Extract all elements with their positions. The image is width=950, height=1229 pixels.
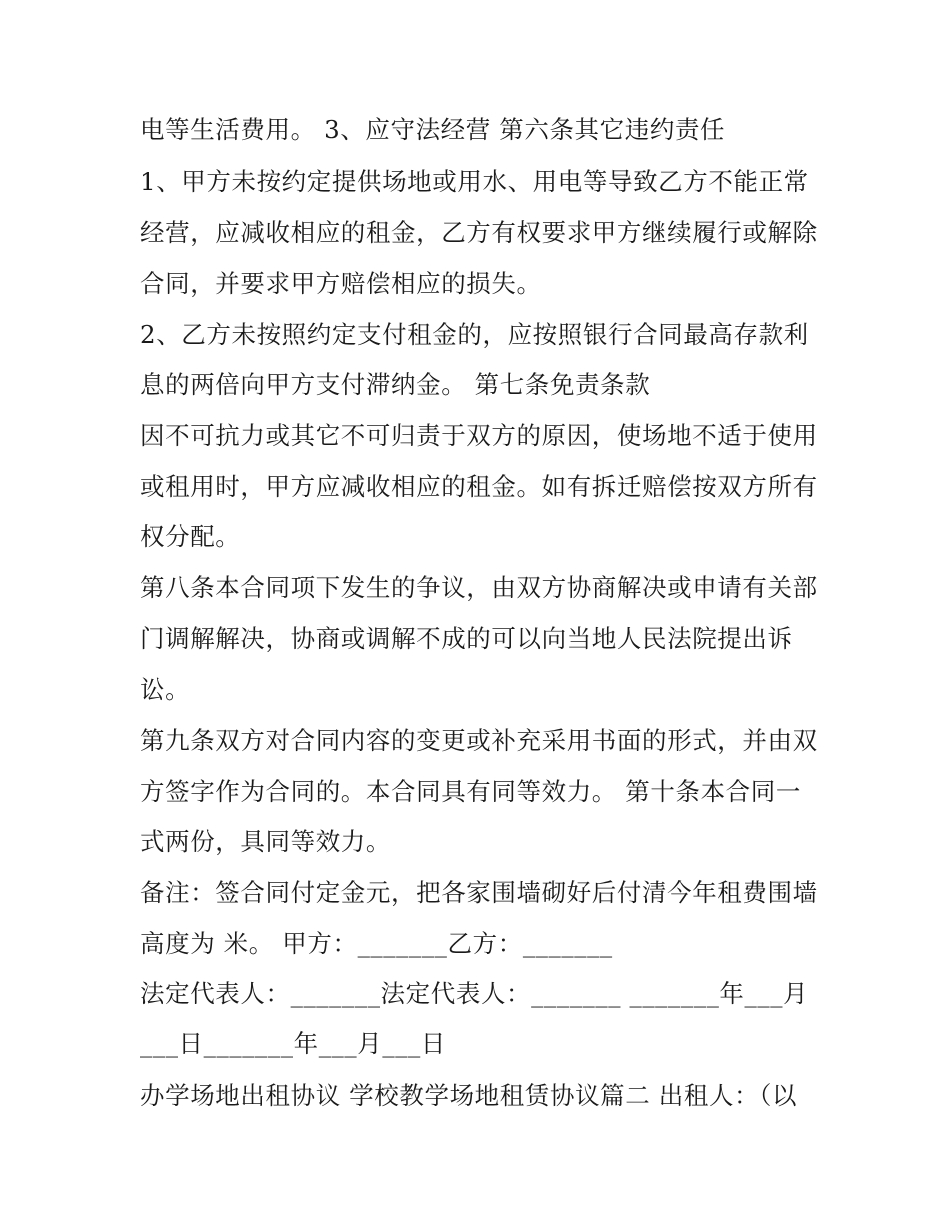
- text-line: 电等生活费用。 3、应守法经营 第六条其它违约责任: [140, 115, 726, 144]
- text-line: 高度为 米。 甲方：_______乙方：_______: [140, 929, 613, 958]
- text-line: 因不可抗力或其它不可归责于双方的原因，使场地不适于使用: [140, 421, 818, 450]
- text-line: 合同，并要求甲方赔偿相应的损失。: [140, 269, 542, 298]
- text-line: 备注：签合同付定金元，把各家围墙砌好后付清今年租费围墙: [140, 878, 818, 907]
- text-line: 息的两倍向甲方支付滞纳金。 第七条免责条款: [140, 370, 651, 399]
- text-line: 法定代表人：_______法定代表人：_______ _______年___月: [140, 979, 809, 1008]
- text-line: 式两份，具同等效力。: [140, 827, 391, 856]
- text-line: 第八条本合同项下发生的争议，由双方协商解决或申请有关部: [140, 573, 818, 602]
- text-line: 2、乙方未按照约定支付租金的，应按照银行合同最高存款利: [140, 320, 809, 349]
- text-line: 1、甲方未按约定提供场地或用水、用电等导致乙方不能正常: [140, 167, 809, 196]
- text-line: 第九条双方对合同内容的变更或补充采用书面的形式，并由双: [140, 726, 818, 755]
- text-line: 门调解解决，协商或调解不成的可以向当地人民法院提出诉: [140, 624, 793, 653]
- text-line: 权分配。: [140, 522, 241, 551]
- text-line: 或租用时，甲方应减收相应的租金。如有拆迁赔偿按双方所有: [140, 472, 818, 501]
- text-line: 办学场地出租协议 学校教学场地租赁协议篇二 出租人：（以: [140, 1081, 798, 1110]
- text-line: 方签字作为合同的。本合同具有同等效力。 第十条本合同一: [140, 777, 801, 806]
- text-line: 经营，应减收相应的租金，乙方有权要求甲方继续履行或解除: [140, 218, 818, 247]
- text-line: 讼。: [140, 675, 191, 704]
- text-line: ___日_______年___月___日: [140, 1029, 446, 1058]
